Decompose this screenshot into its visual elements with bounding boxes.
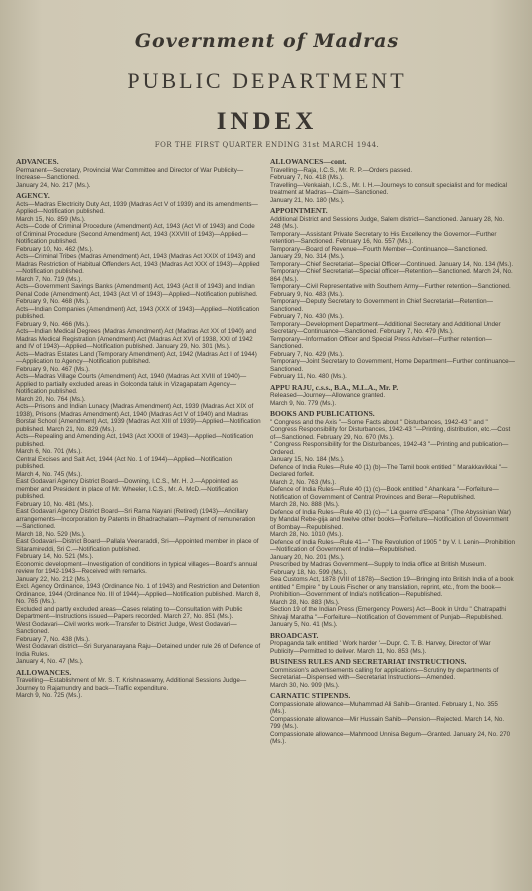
section-entries: Travelling—Raja, I.C.S., Mr. R. P.—Orders passed. February 7, No. 418 (Ms.). Travelling—Venkaiah, I.C.S., Mr. I. H.—Journeys to consult specialist and for medical treatment at Madras—Claim—Sanctioned. January 21, No. 180 (Ms.). <box>270 166 508 204</box>
section-heading: BROADCAST. <box>270 630 319 640</box>
section-entries: Additional District and Sessions Judge, Salem district—Sanctioned. January 28, No. 248 (Ms.). Temporary—Assistant Private Secretary to His Excellency the Governor—Further retention—Sanctioned. February 16, No. 557 (Ms.). Temporary—Board of Revenue—Fourth Member—Continuance—Sanctioned. January 29, No. 314 (Ms.). Temporary—Chief Secretariat—Special Officer—Continued. January 14, No. 134 (Ms.). Temporary—Chief Secretariat—Special officer—Retention—Sanctioned. March 24, No. 864 (Ms.). Temporary—Civil Representative with Southern Army—Further retention—Sanctioned. February 9, No. 483 (Ms.). Temporary—Deputy Secretary to Government in Chief Secretariat—Retention—Sanctioned. February 7, No. 430 (Ms.). Temporary—Development Department—Additional Secretary and Additional Under Secretary—Continuance—Sanctioned. February 7, No. 479 (Ms.). Temporary—Information Officer and Special Press Adviser—Further retention—Sanctioned. February 7, No. 429 (Ms.). Temporary—Joint Secretary to Government, Home Department—Further continuance—Sanctioned. February 11, No. 480 (Ms.). <box>270 215 515 380</box>
section-entries: Propaganda talk entitled ' Work harder '—Dupr. C. T. B. Harvey, Director of War Publicity—Permitted to deliver. March 11, No. 853 (Ms.). <box>270 640 491 655</box>
section-heading: BOOKS AND PUBLICATIONS. <box>270 409 375 418</box>
index-section <box>16 669 261 700</box>
section-heading: APPU RAJU, c.s.s., B.A., M.L.A., Mr. P. <box>270 382 399 392</box>
section-entries: Acts—Madras Electricity Duty Act, 1939 (Madras Act V of 1939) and its amendments—Applied—Notification published. March 15, No. 859 (Ms.). Acts—Code of Criminal Procedure (Amendment) Act, 1943 (Act VI of 1943) and Code of Criminal Procedure (Second Amendment) Act, 1943 (XXVIII of 1943)—Applied—Notification published. February 10, No. 462 (Ms.). Acts—Criminal Tribes (Madras Amendment) Act, 1943 (Madras Act XXIX of 1943) and Madras Restriction of Habitual Offenders Act, 1943 (Madras Act XXX of 1943)—Applied—Notification published. March 7, No. 719 (Ms.). Acts—Government Savings Banks (Amendment) Act, 1943 (Act II of 1943) and Indian Penal Code (Amendment) Act, 1943 (Act VI of 1943)—Applied—Notification published. February 9, No. 468 (Ms.). Acts—Indian Companies (Amendment) Act, 1943 (XXX of 1943)—Applied—Notification published. February 9, No. 466 (Ms.). Acts—Indian Medical Degrees (Madras Amendment) Act (Madras Act XX of 1940) and Madras Medical Registration (Amendment) Act (Madras Act XVI of 1938, XXI of 1942 and IV of 1943)—Applied—Notification published. January 29, No. 301 (Ms.). Acts—Madras Estates Land (Temporary Amendment) Act, 1942 (Madras Act I of 1944)—Application to Agency—Notification published. February 9, No. 467 (Ms.). Acts—Madras Village Courts (Amendment) Act, 1940 (Madras Act XVIII of 1940)—Applied to partially excluded areas in Golconda taluk in Vizagapatam Agency—Notification published. March 20, No. 764 (Ms.). Acts—Prisons and Indian Lunacy (Madras Amendment) Act, 1939 (Madras Act XIX of 1938), Prisons (Madras Amendment) Act, 1940 (Madras Act V of 1940) and Madras Borstal School (Amendment) Act, 1939 (Madras Act XIII of 1939)—Applied—Notification published. March 21, No. 829 (Ms.). Acts—Repealing and Amending Act, 1943 (Act XXXII of 1943)—Applied—Notification published. March 6, No. 701 (Ms.). Central Excises and Salt Act, 1944 (Act No. 1 of 1944)—Applied—Notification published. March 4, No. 745 (Ms.). East Godavari Agency District Board—Downing, I.C.S., Mr. H. J.—Appointed as member and President in place of Mr. Wheeler, I.C.S., Mr. A. McD.—Notification published. February 10, No. 481 (Ms.). East Godavari Agency District Board—Sri Rama Nayani (Retired) (1943)—Ancillary arrangements—Incorporation by Patents in Bhadrachalam—Payment of remuneration—Sanctioned. March 18, No. 529 (Ms.). East Godavari—District Board—Pallala Veeraraddi, Sri—Appointed member in place of Sitaramireddi, Sri C.—Notification published. February 14, No. 521 (Ms.). Economic development—Investigation of conditions in typical villages—Board's annual review for 1942-1943—Received with remarks. January 22, No. 212 (Ms.). Excl. Agency Ordinance, 1943 (Ordinance No. 1 of 1943) and Restriction and Detention Ordinance, 1944 (Ordinance No. III of 1944)—Applied—Notification published. March 8, No. 765 (Ms.). Excluded and partly excluded areas—Cases relating to—Consultation with Public Department—Instructions issued—Papers recorded. March 27, No. 851 (Ms.). West Godavari—Civil works work—Transfer to District Judge, West Godavari—Sanctioned. February 7, No. 438 (Ms.). West Godavari district—Sri Suryanarayana Raju—Detained under rule 26 of Defence of India Rules. January 4, No. 47 (Ms.). <box>16 200 261 665</box>
left-column <box>16 155 261 746</box>
index-section <box>270 632 515 656</box>
right-column <box>270 155 515 746</box>
department-title: PUBLIC DEPARTMENT <box>127 68 407 93</box>
section-heading: BUSINESS RULES AND SECRETARIAT INSTRUCTIONS. <box>270 657 467 666</box>
section-entries: Compassionate allowance—Muhammad Ali Sahib—Granted. February 1, No. 355 (Ms.). Compassionate allowance—Mir Hussain Sahib—Pension—Rejected. March 14, No. 799 (Ms.). Compassionate allowance—Mahmood Unnisa Begum—Granted. January 24, No. 270 (Ms.). <box>270 700 511 745</box>
section-heading: ALLOWANCES. <box>16 667 72 677</box>
index-section <box>16 158 261 189</box>
section-entries: Permanent—Secretary, Provincial War Committee and Director of War Publicity—Increase—Sanctioned. January 24, No. 217 (Ms.). <box>16 166 244 189</box>
section-entries: Released—Journey—Allowance granted. March 9, No. 779 (Ms.). <box>270 392 386 407</box>
index-section <box>270 158 515 204</box>
section-heading: ALLOWANCES—cont. <box>270 157 347 166</box>
index-section <box>270 658 515 689</box>
section-entries: " Congress and the Axis "—Some Facts about " Disturbances, 1942-43 " and " Congress Responsibility for Disturbances, 1942-43 "—Printing, distribution, etc.—Cost of—Sanctioned. February 29, No. 670 (Ms.). " Congress Responsibility for the Disturbances, 1942-43 "—Printing and publication—Ordered. January 15, No. 184 (Ms.). Defence of India Rules—Rule 40 (1) (b)—The Tamil book entitled " Marakkavikkai "—Declared forfeit. March 2, No. 763 (Ms.). Defence of India Rules—Rule 40 (1) (c)—Book entitled " Ahankara "—Forfeiture—Notification of Government of Central Provinces and Berar—Republished. March 28, No. 888 (Ms.). Defence of India Rules—Rule 40 (1) (c)—" La guerre d'Espana " (The Abyssinian War) by Mandal Rebe-gija and twelve other books—Forfeiture—Notification of Government of Bombay—Republished. March 28, No. 1010 (Ms.). Defence of India Rules—Rule 41—" The Revolution of 1905 " by V. I. Lenin—Prohibition—Notification of Government of India—Republished. January 20, No. 201 (Ms.). Prescribed by Madras Government—Supply to India office at British Museum. February 18, No. 599 (Ms.). Sea Customs Act, 1878 (VIII of 1878)—Section 19—Bringing into British India of a book entitled " Empire " by Louis Fischer or any translation, reprint, etc., from the book—Prohibition—Government of India's notification—Republished. March 28, No. 883 (Ms.). Section 19 of the Indian Press (Emergency Powers) Act—Book in Urdu " Chatrapathi Shivaji Maratha "—Forfeiture—Notification of Government of Punjab—Republished. January 5, No. 41 (Ms.). <box>270 418 515 628</box>
section-heading: APPOINTMENT. <box>270 206 328 215</box>
section-heading: AGENCY. <box>16 191 50 200</box>
section-entries: Travelling—Establishment of Mr. S. T. Krishnaswamy, Additional Sessions Judge—Journey to Rajamundry and back—Traffic expenditure. March 9, No. 725 (Ms.). <box>16 677 247 699</box>
index-columns <box>16 155 518 746</box>
quarter-subtitle: FOR THE FIRST QUARTER ENDING 31st MARCH 1944. <box>154 141 380 149</box>
section-entries: Commission's advertisements calling for applications—Scrutiny by departments of Secretariat—Dispensed with—Secretariat Instructions—Amended. March 30, No. 909 (Ms.). <box>270 666 499 689</box>
section-heading: CARNATIC STIPENDS. <box>270 691 351 700</box>
index-section <box>270 207 515 381</box>
index-section <box>16 192 261 666</box>
index-title: INDEX <box>216 108 318 135</box>
index-section <box>270 692 515 746</box>
government-title: Government of Madras <box>134 30 400 52</box>
section-heading: ADVANCES. <box>16 157 59 166</box>
index-section <box>270 384 515 408</box>
index-section <box>270 410 515 629</box>
